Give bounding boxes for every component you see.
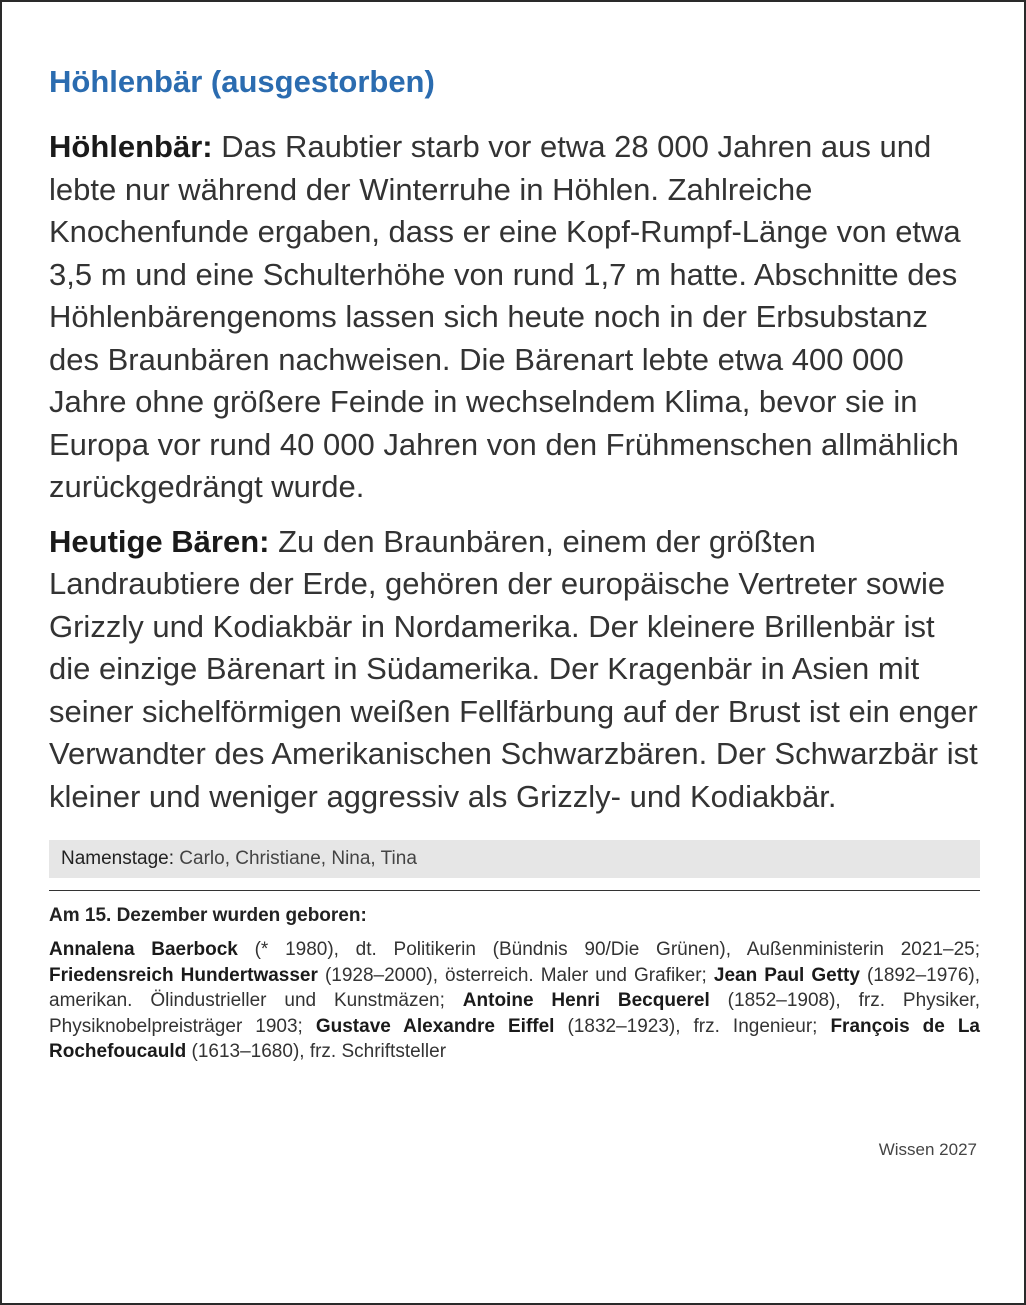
person-name: Annalena Baerbock	[49, 939, 238, 960]
paragraph-text: Zu den Braunbären, einem der größten Landraubtiere der Erde, gehören der europäische Vertreter sowie Grizzly und Kodiakbär in Nordamerika. Der kleinere Brillenbär ist die einzige Bärenart in Südamerika. Der Kragenbär in Asien mit seiner sichelförmigen weißen Fellfärbung auf der Brust ist ein enger Verwandter des Amerikanischen Schwarzbären. Der Schwarzbär ist kleiner und weniger aggressiv als Grizzly- und Kodiakbär.	[49, 523, 978, 814]
namenstage-names: Carlo, Christiane, Nina, Tina	[179, 848, 417, 869]
paragraph-lead: Höhlenbär:	[49, 129, 213, 164]
namenstage-box	[49, 840, 980, 878]
divider	[49, 890, 980, 891]
born-list	[49, 937, 980, 1065]
person-info: (1892–1976), amerikan. Ölindustrieller und Kunstmäzen;	[49, 964, 981, 1011]
person-info: (* 1980), dt. Politikerin (Bündnis 90/Die Grünen), Außenministerin 2021–25;	[254, 939, 980, 960]
footer-source: Wissen 2027	[878, 1140, 977, 1159]
person-info: (1832–1923), frz. Ingenieur;	[567, 1015, 818, 1037]
paragraph-heutige-baeren	[49, 521, 980, 819]
paragraph-hoehlenbaer	[49, 126, 980, 509]
person-name: Gustave Alexandre Eiffel	[315, 1015, 555, 1037]
person-info: (1928–2000), österreich. Maler und Grafiker;	[324, 964, 707, 986]
person-info: (1852–1908), frz. Physiker, Physiknobelpreisträger 1903;	[49, 990, 980, 1037]
person-name: Jean Paul Getty	[713, 964, 860, 986]
person-name: François de La Rochefoucauld	[49, 1015, 981, 1062]
namenstage-label: Namenstage:	[61, 848, 175, 869]
paragraph-text: Das Raubtier starb vor etwa 28 000 Jahren aus und lebte nur während der Winterruhe in Höhlen. Zahlreiche Knochenfunde ergaben, dass er eine Kopf-Rumpf-Länge von etwa 3,5 m und eine Schulterhöhe von rund 1,7 m hatte. Abschnitte des Höhlenbärengenoms lassen sich heute noch in der Erbsubstanz des Braunbären nachweisen. Die Bärenart lebte etwa 400 000 Jahre ohne größere Feinde in wechselndem Klima, bevor sie in Europa vor rund 40 000 Jahren von den Frühmenschen allmählich zurückgedrängt wurde.	[49, 129, 961, 504]
page-content	[49, 60, 980, 1065]
person-name: Friedensreich Hundertwasser	[49, 964, 318, 986]
person-info: (1613–1680), frz. Schriftsteller	[191, 1041, 447, 1062]
paragraph-lead: Heutige Bären:	[49, 523, 270, 559]
born-heading: Am 15. Dezember wurden geboren:	[49, 905, 367, 926]
person-name: Antoine Henri Becquerel	[462, 990, 710, 1011]
page-title: Höhlenbär (ausgestorben)	[49, 64, 435, 99]
